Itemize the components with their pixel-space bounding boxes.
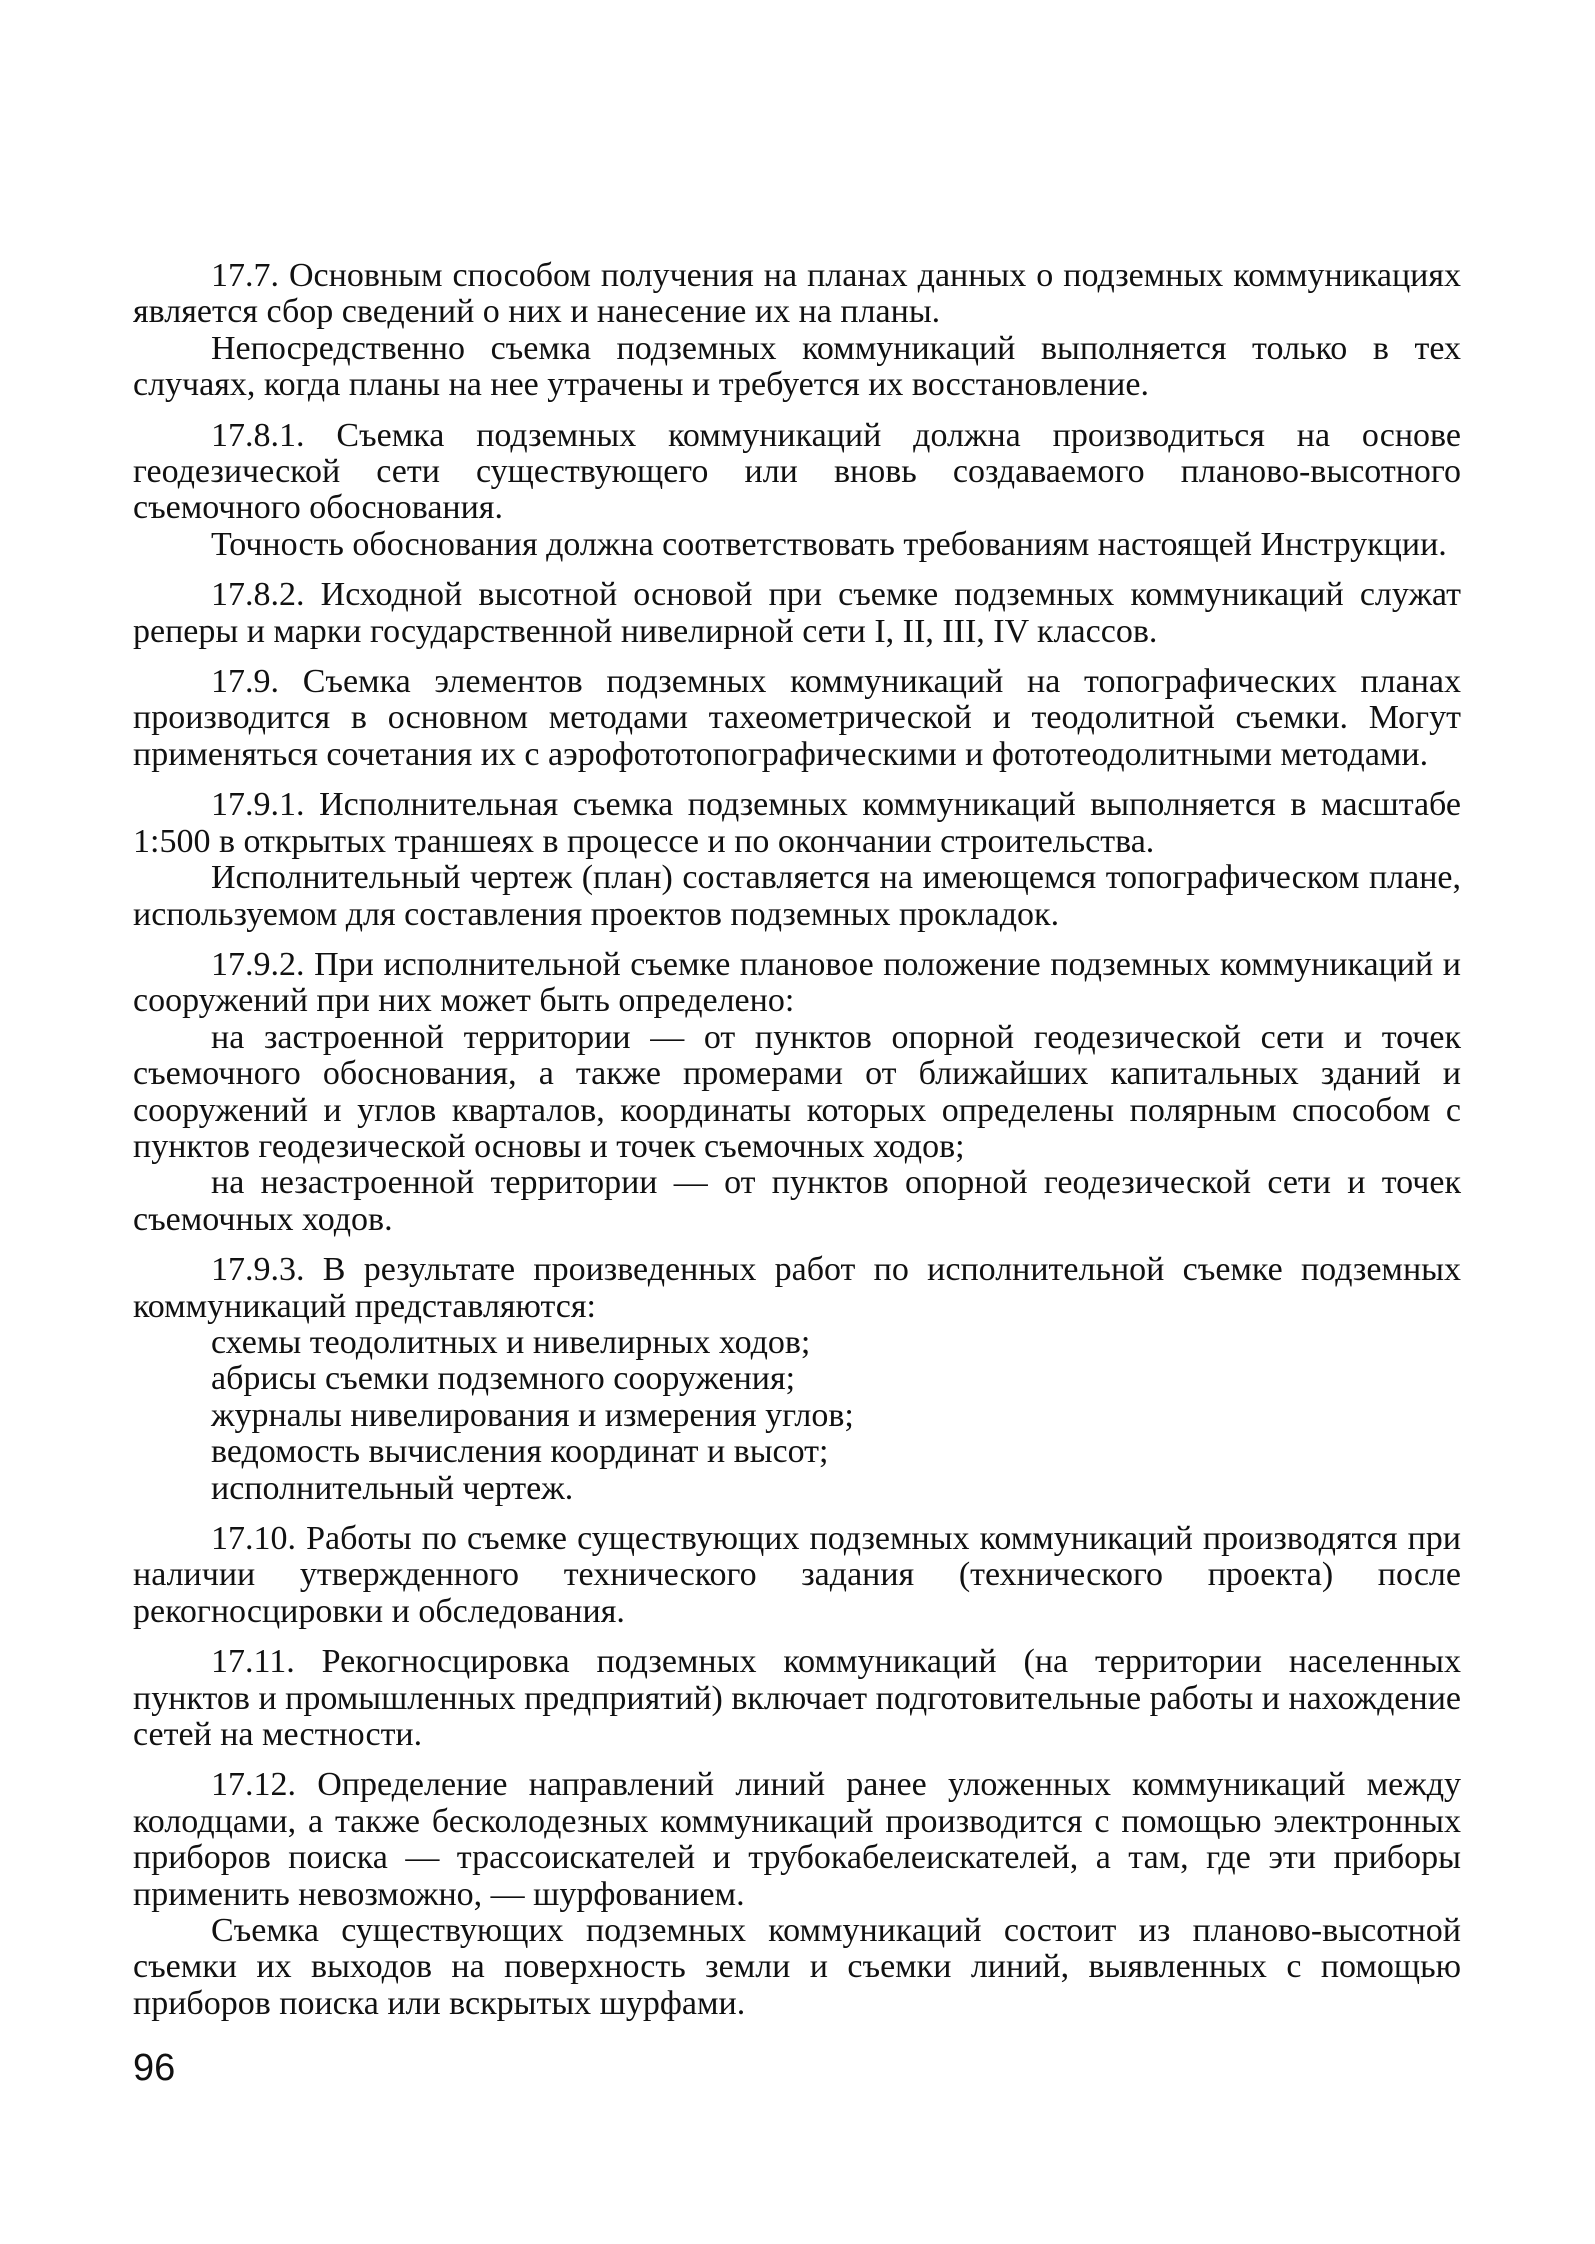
body-text (133, 258, 1461, 2022)
paragraph-17-12: 17.12. Определение направлений линий ранее уложенных коммуникаций между колодцами, а также бесколодезных коммуникаций производится с помощью электронных приборов поиска — трассоискателей и трубокабелеискателей, а там, где эти приборы применить невозможно, — шурфованием. (133, 1766, 1461, 1913)
paragraph-17-11: 17.11. Рекогносцировка подземных коммуникаций (на территории населенных пунктов и промышленных предприятий) включает подготовительные работы и нахождение сетей на местности. (133, 1643, 1461, 1754)
paragraph-17-7: 17.7. Основным способом получения на планах данных о подземных коммуникациях является сбор сведений о них и нанесение их на планы. (133, 257, 1461, 331)
paragraph-17-8-2: 17.8.2. Исходной высотной основой при съемке подземных коммуникаций служат реперы и марки государственной нивелирной сети I, II, III, IV классов. (133, 576, 1461, 650)
paragraph-17-9-1-drawing: Исполнительный чертеж (план) составляется на имеющемся топографическом плане, используемом для составления проектов подземных прокладок. (133, 859, 1461, 933)
deliverables-list (133, 1325, 1461, 1507)
paragraph-17-8-1: 17.8.1. Съемка подземных коммуникаций должна производиться на основе геодезической сети существующего или вновь создаваемого планово-высотного съемочного обоснования. (133, 416, 1461, 527)
paragraph-17-9: 17.9. Съемка элементов подземных коммуникаций на топографических планах производится в основном методами тахеометрической и теодолитной съемки. Могут применяться сочетания их с аэрофототопографическими и фототеодолитными методами. (133, 663, 1461, 773)
paragraph-17-12-survey: Съемка существующих подземных коммуникаций состоит из планово-высотной съемки их выходов на поверхность земли и съемки линий, выявленных с помощью приборов поиска или вскрытых шурфами. (133, 1912, 1461, 2022)
page-number: 96 (133, 2047, 176, 2089)
paragraph-17-9-2-unbuilt-area: на незастроенной территории — от пунктов опорной геодезической сети и точек съемочных ходов. (133, 1164, 1461, 1238)
list-item: абрисы съемки подземного сооружения; (211, 1360, 796, 1398)
list-item: журналы нивелирования и измерения углов; (211, 1396, 854, 1434)
paragraph-17-10: 17.10. Работы по съемке существующих подземных коммуникаций производятся при наличии утвержденного технического задания (технического проекта) после рекогносцировки и обследования. (133, 1520, 1461, 1630)
paragraph-17-9-3: 17.9.3. В результате произведенных работ по исполнительной съемке подземных коммуникаций представляются: (133, 1251, 1461, 1325)
list-item: схемы теодолитных и нивелирных ходов; (211, 1323, 811, 1361)
paragraph-17-9-1: 17.9.1. Исполнительная съемка подземных коммуникаций выполняется в масштабе 1:500 в открытых траншеях в процессе и по окончании строительства. (133, 786, 1461, 860)
list-item: исполнительный чертеж. (211, 1469, 574, 1507)
paragraph-17-7-continued: Непосредственно съемка подземных коммуникаций выполняется только в тех случаях, когда планы на нее утрачены и требуется их восстановление. (133, 329, 1461, 404)
list-item: ведомость вычисления координат и высот; (211, 1433, 829, 1471)
paragraph-17-8-1-accuracy: Точность обоснования должна соответствовать требованиям настоящей Инструкции. (211, 525, 1447, 563)
paragraph-17-9-2: 17.9.2. При исполнительной съемке плановое положение подземных коммуникаций и сооружений при них может быть определено: (133, 945, 1461, 1020)
paragraph-17-9-2-built-area: на застроенной территории — от пунктов опорной геодезической сети и точек съемочного обоснования, а также промерами от ближайших капитальных зданий и сооружений и углов кварталов, координаты которых определены полярным способом с пунктов геодезической основы и точек съемочных ходов; (133, 1018, 1461, 1165)
